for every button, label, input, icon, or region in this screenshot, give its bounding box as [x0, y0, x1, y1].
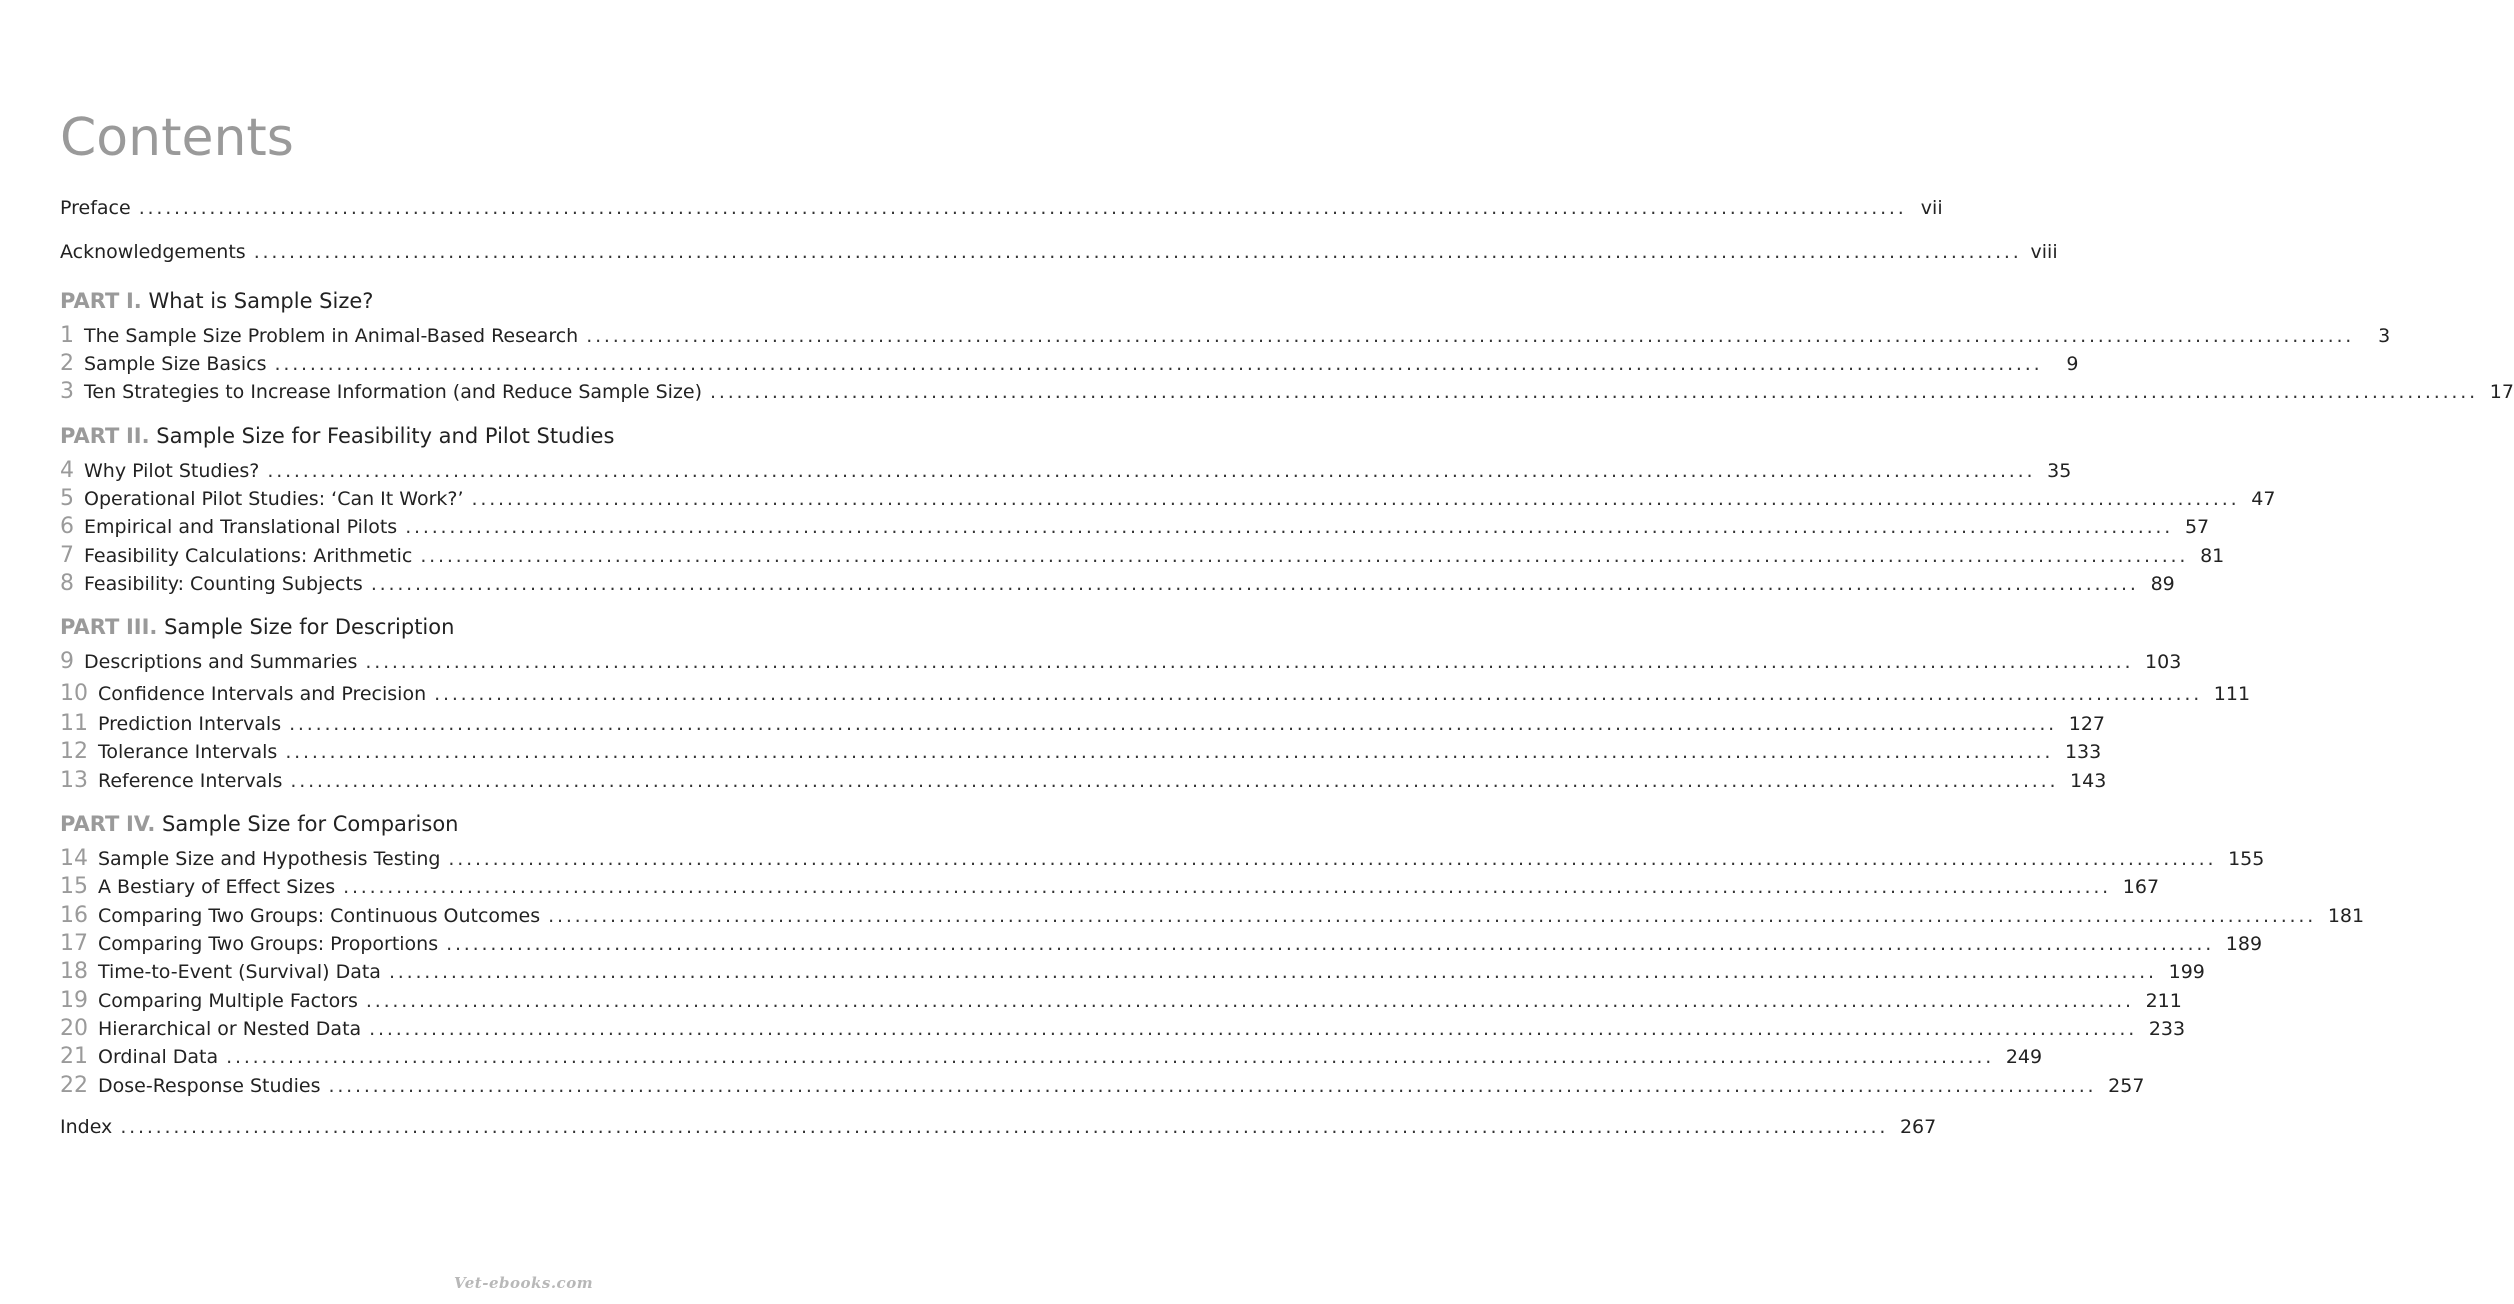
- part-heading-4: [60, 811, 458, 837]
- toc-entry-chapter-5[interactable]: [60, 486, 2276, 511]
- toc-entry-chapter-8[interactable]: [60, 571, 2175, 596]
- toc-entry-chapter-12[interactable]: [60, 739, 2102, 764]
- dot-leader: ........................................................................................................................................................................................................: [388, 961, 2157, 983]
- chapter-page: 17: [2489, 381, 2514, 403]
- dot-leader: ........................................................................................................................................................................................................: [448, 848, 2217, 870]
- chapter-page: 57: [2184, 516, 2210, 538]
- chapter-title: Hierarchical or Nested Data: [98, 1018, 362, 1040]
- dot-leader: ........................................................................................................................................................................................................: [343, 876, 2112, 898]
- part-heading-3: [60, 614, 454, 640]
- toc-entry-page: 267: [1899, 1116, 1937, 1138]
- watermark-logo: Vet-ebooks.com: [454, 1274, 594, 1292]
- part-title: Sample Size for Comparison: [162, 812, 459, 836]
- toc-entry-chapter-2[interactable]: [60, 351, 2079, 376]
- toc-entry-chapter-13[interactable]: [60, 768, 2107, 793]
- chapter-page: 47: [2251, 488, 2276, 510]
- toc-entry-index[interactable]: [60, 1115, 1937, 1139]
- dot-leader: ........................................................................................................................................................................................................: [289, 713, 2058, 735]
- dot-leader: ........................................................................................................................................................................................................: [548, 905, 2317, 927]
- dot-leader: ........................................................................................................................................................................................................: [405, 516, 2174, 538]
- toc-entry-page: viii: [2030, 241, 2058, 263]
- toc-entry-chapter-7[interactable]: [60, 543, 2225, 568]
- part-title: Sample Size for Description: [164, 615, 455, 639]
- toc-entry-chapter-15[interactable]: [60, 874, 2160, 899]
- chapter-page: 211: [2145, 990, 2182, 1012]
- chapter-title: The Sample Size Problem in Animal-Based Research: [84, 325, 579, 347]
- toc-entry-chapter-10[interactable]: [60, 681, 2251, 706]
- chapter-number: 17: [60, 931, 88, 956]
- part-heading-1: [60, 288, 373, 314]
- part-numeral: I.: [125, 289, 142, 313]
- chapter-title: Sample Size Basics: [84, 353, 267, 375]
- chapter-page: 167: [2122, 876, 2160, 898]
- toc-entry-acknowledgements[interactable]: [60, 240, 2058, 264]
- toc-entry-chapter-17[interactable]: [60, 931, 2263, 956]
- chapter-title: Reference Intervals: [98, 770, 283, 792]
- chapter-title: Confidence Intervals and Precision: [98, 683, 427, 705]
- chapter-number: 13: [60, 768, 88, 793]
- chapter-page: 249: [2005, 1046, 2043, 1068]
- part-title: Sample Size for Feasibility and Pilot Studies: [156, 424, 615, 448]
- chapter-page: 199: [2168, 961, 2205, 983]
- dot-leader: ........................................................................................................................................................................................................: [138, 197, 1907, 219]
- dot-leader: ........................................................................................................................................................................................................: [274, 353, 2043, 375]
- chapter-title: A Bestiary of Effect Sizes: [98, 876, 336, 898]
- chapter-number: 8: [60, 571, 74, 596]
- toc-entry-chapter-3[interactable]: [60, 379, 2514, 404]
- chapter-page: 181: [2327, 905, 2365, 927]
- chapter-title: Time-to-Event (Survival) Data: [98, 961, 381, 983]
- dot-leader: ........................................................................................................................................................................................................: [328, 1075, 2097, 1097]
- chapter-title: Dose-Response Studies: [98, 1075, 321, 1097]
- toc-entry-chapter-6[interactable]: [60, 514, 2210, 539]
- dot-leader: ........................................................................................................................................................................................................: [434, 683, 2203, 705]
- chapter-number: 21: [60, 1044, 88, 1069]
- chapter-number: 3: [60, 379, 74, 404]
- chapter-number: 22: [60, 1073, 88, 1098]
- toc-entry-chapter-14[interactable]: [60, 846, 2265, 871]
- chapter-number: 11: [60, 711, 88, 736]
- toc-entry-title: Preface: [60, 197, 131, 219]
- chapter-number: 6: [60, 514, 74, 539]
- toc-entry-preface[interactable]: [60, 196, 1943, 220]
- chapter-number: 15: [60, 874, 88, 899]
- chapter-number: 16: [60, 903, 88, 928]
- chapter-title: Descriptions and Summaries: [84, 651, 358, 673]
- chapter-page: 89: [2150, 573, 2175, 595]
- chapter-number: 10: [60, 681, 88, 706]
- toc-entry-chapter-19[interactable]: [60, 988, 2182, 1013]
- part-numeral: IV.: [125, 812, 156, 836]
- chapter-title: Feasibility: Counting Subjects: [84, 573, 363, 595]
- chapter-number: 9: [60, 649, 74, 674]
- toc-entry-chapter-18[interactable]: [60, 959, 2205, 984]
- part-label: PART: [60, 289, 120, 313]
- dot-leader: ........................................................................................................................................................................................................: [586, 325, 2355, 347]
- chapter-number: 12: [60, 739, 88, 764]
- dot-leader: ........................................................................................................................................................................................................: [267, 460, 2036, 482]
- dot-leader: ........................................................................................................................................................................................................: [290, 770, 2059, 792]
- chapter-title: Prediction Intervals: [98, 713, 282, 735]
- dot-leader: ........................................................................................................................................................................................................: [369, 1018, 2138, 1040]
- chapter-number: 1: [60, 323, 74, 348]
- dot-leader: ........................................................................................................................................................................................................: [365, 651, 2134, 673]
- dot-leader: ........................................................................................................................................................................................................: [120, 1116, 1889, 1138]
- chapter-title: Sample Size and Hypothesis Testing: [98, 848, 441, 870]
- part-label: PART: [60, 812, 120, 836]
- toc-entry-title: Index: [60, 1116, 113, 1138]
- dot-leader: ........................................................................................................................................................................................................: [370, 573, 2139, 595]
- chapter-title: Feasibility Calculations: Arithmetic: [84, 545, 413, 567]
- chapter-page: 81: [2200, 545, 2225, 567]
- chapter-title: Empirical and Translational Pilots: [84, 516, 398, 538]
- chapter-page: 257: [2108, 1075, 2145, 1097]
- toc-entry-page: vii: [1920, 197, 1943, 219]
- chapter-page: 143: [2070, 770, 2107, 792]
- part-numeral: II.: [125, 424, 150, 448]
- toc-entry-chapter-20[interactable]: [60, 1016, 2186, 1041]
- dot-leader: ........................................................................................................................................................................................................: [420, 545, 2189, 567]
- part-numeral: III.: [125, 615, 158, 639]
- dot-leader: ........................................................................................................................................................................................................: [710, 381, 2478, 403]
- part-label: PART: [60, 615, 120, 639]
- chapter-number: 4: [60, 458, 74, 483]
- toc-entry-chapter-9[interactable]: [60, 649, 2182, 674]
- dot-leader: ........................................................................................................................................................................................................: [253, 241, 2022, 263]
- chapter-title: Operational Pilot Studies: ‘Can It Work?’: [84, 488, 464, 510]
- part-heading-2: [60, 423, 614, 449]
- toc-entry-chapter-21[interactable]: [60, 1044, 2043, 1069]
- chapter-title: Tolerance Intervals: [98, 741, 278, 763]
- chapter-number: 2: [60, 351, 74, 376]
- chapter-title: Ten Strategies to Increase Information (and Reduce Sample Size): [84, 381, 703, 403]
- chapter-title: Why Pilot Studies?: [84, 460, 260, 482]
- chapter-page: 111: [2213, 683, 2251, 705]
- chapter-title: Comparing Multiple Factors: [98, 990, 358, 1012]
- chapter-number: 18: [60, 959, 88, 984]
- chapter-page: 3: [2378, 325, 2391, 347]
- chapter-page: 9: [2066, 353, 2079, 375]
- chapter-title: Comparing Two Groups: Proportions: [98, 933, 439, 955]
- chapter-page: 189: [2225, 933, 2263, 955]
- toc-entry-chapter-1[interactable]: [60, 323, 2391, 348]
- dot-leader: ........................................................................................................................................................................................................: [365, 990, 2134, 1012]
- chapter-page: 103: [2145, 651, 2182, 673]
- dot-leader: ........................................................................................................................................................................................................: [226, 1046, 1995, 1068]
- chapter-page: 35: [2047, 460, 2072, 482]
- dot-leader: ........................................................................................................................................................................................................: [446, 933, 2215, 955]
- chapter-number: 7: [60, 543, 74, 568]
- chapter-page: 155: [2228, 848, 2265, 870]
- chapter-number: 5: [60, 486, 74, 511]
- dot-leader: ........................................................................................................................................................................................................: [471, 488, 2240, 510]
- page-title: Contents: [60, 108, 294, 168]
- toc-entry-title: Acknowledgements: [60, 241, 246, 263]
- dot-leader: ........................................................................................................................................................................................................: [285, 741, 2054, 763]
- chapter-page: 233: [2148, 1018, 2186, 1040]
- chapter-number: 20: [60, 1016, 88, 1041]
- toc-entry-chapter-22[interactable]: [60, 1073, 2145, 1098]
- part-label: PART: [60, 424, 120, 448]
- toc-entry-chapter-16[interactable]: [60, 903, 2365, 928]
- chapter-title: Ordinal Data: [98, 1046, 219, 1068]
- chapter-number: 14: [60, 846, 88, 871]
- part-title: What is Sample Size?: [148, 289, 374, 313]
- chapter-title: Comparing Two Groups: Continuous Outcomes: [98, 905, 541, 927]
- toc-entry-chapter-4[interactable]: [60, 458, 2072, 483]
- chapter-number: 19: [60, 988, 88, 1013]
- chapter-page: 127: [2068, 713, 2106, 735]
- toc-entry-chapter-11[interactable]: [60, 711, 2106, 736]
- chapter-page: 133: [2064, 741, 2102, 763]
